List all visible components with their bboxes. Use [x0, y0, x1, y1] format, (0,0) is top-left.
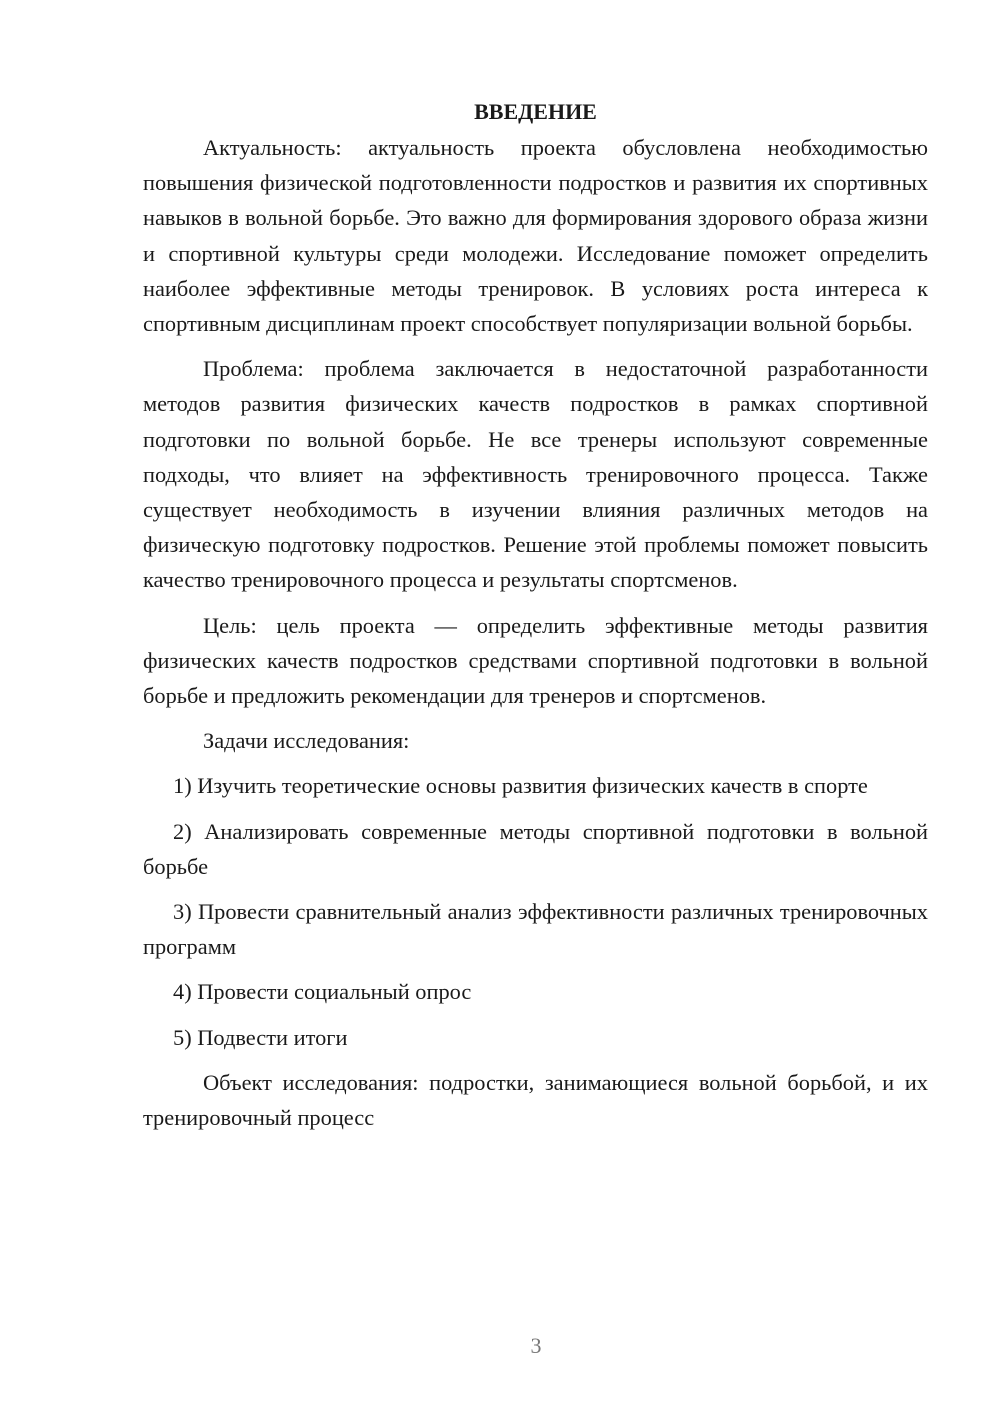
- task-item-3: 3) Провести сравнительный анализ эффективности различных тренировочных программ: [143, 899, 928, 960]
- object-paragraph: Объект исследования: подростки, занимающиеся вольной борьбой, и их тренировочный процесс: [143, 1069, 928, 1131]
- relevance-paragraph: Актуальность: актуальность проекта обусловлена необходимостью повышения физической подготовленности подростков и развития их спортивных навыков в вольной борьбе. Это важно для формирования здорового образа жизни и спортивной культуры среди молодежи. Исследование поможет определить наиболее эффективные методы тренировок. В условиях роста интереса к спортивным дисциплинам проект способствует популяризации вольной борьбы.: [143, 135, 928, 337]
- task-item-4: 4) Провести социальный опрос: [173, 979, 472, 1005]
- task-item-5: 5) Подвести итоги: [173, 1024, 348, 1050]
- document-body: [143, 94, 928, 1145]
- tasks-heading: Задачи исследования:: [203, 728, 410, 754]
- page-title: ВВЕДЕНИЕ: [474, 99, 597, 124]
- problem-paragraph: Проблема: проблема заключается в недостаточной разработанности методов развития физических качеств подростков в рамках спортивной подготовки по вольной борьбе. Не все тренеры используют современные подходы, что влияет на эффективность тренировочного процесса. Также существует необходимость в изучении влияния различных методов на физическую подготовку подростков. Решение этой проблемы поможет повысить качество тренировочного процесса и результаты спортсменов.: [143, 356, 928, 593]
- goal-paragraph: Цель: цель проекта — определить эффективные методы развития физических качеств подростков средствами спортивной подготовки в вольной борьбе и предложить рекомендации для тренеров и спортсменов.: [143, 612, 928, 709]
- page-number: 3: [530, 1333, 542, 1358]
- task-item-2: 2) Анализировать современные методы спортивной подготовки в вольной борьбе: [143, 818, 928, 879]
- task-item-1: 1) Изучить теоретические основы развития физических качеств в спорте: [173, 773, 868, 799]
